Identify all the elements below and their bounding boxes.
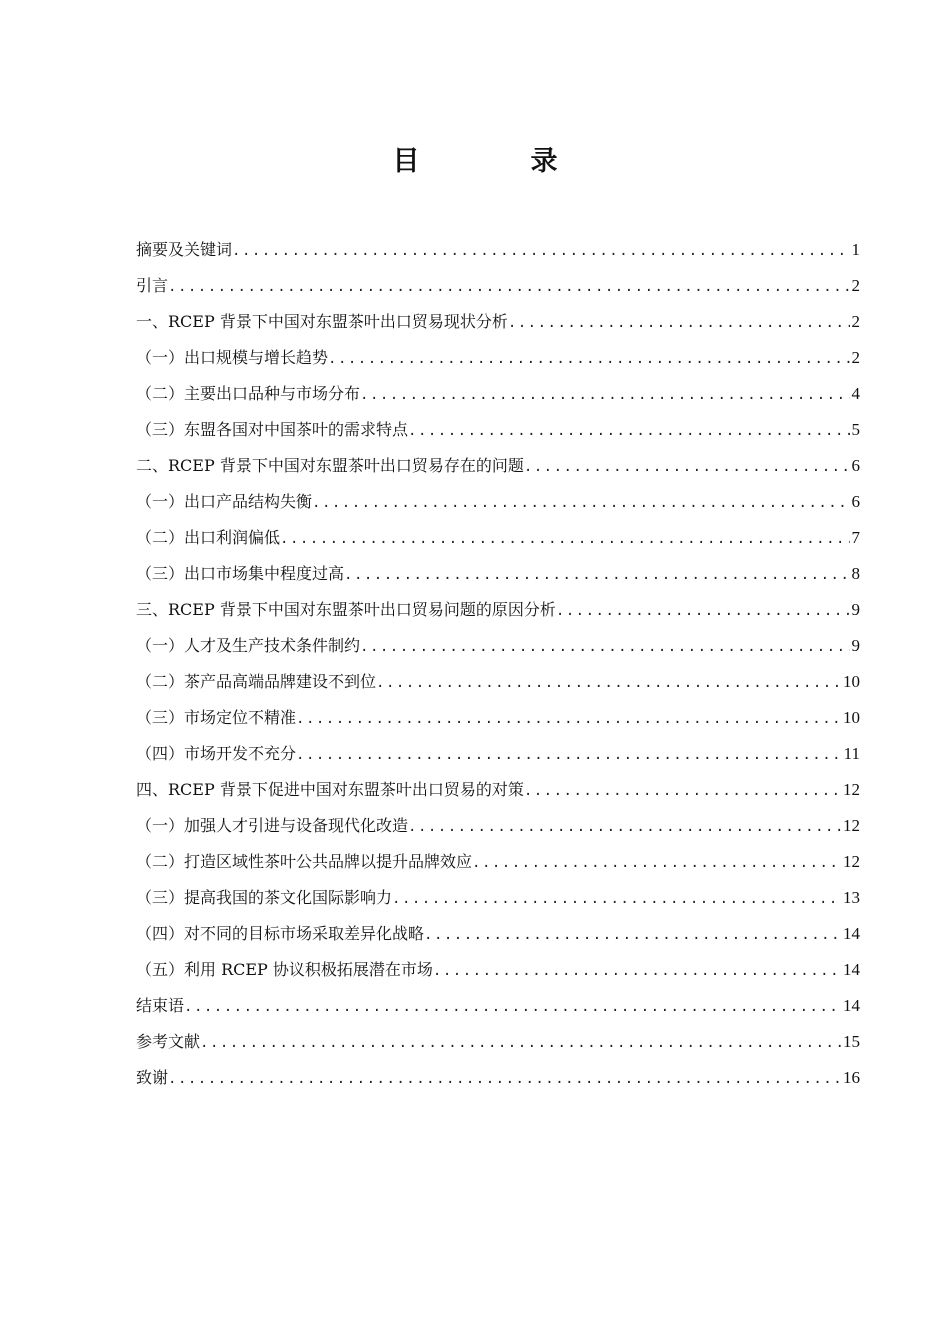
toc-entry-label: （五）利用 RCEP 协议积极拓展潜在市场 [136, 960, 433, 979]
toc-entry-page: 8 [851, 564, 860, 583]
dot-leader [433, 953, 841, 989]
toc-entry-label: （三）东盟各国对中国茶叶的需求特点 [136, 420, 409, 439]
toc-entry-label: （二）茶产品高端品牌建设不到位 [136, 672, 377, 691]
toc-entry-label: 摘要及关键词 [136, 240, 233, 259]
toc-entry [136, 232, 860, 268]
dot-leader [508, 305, 850, 341]
toc-entry-page: 2 [851, 312, 860, 331]
toc-entry-page: 10 [843, 672, 860, 691]
toc-entry [136, 268, 860, 304]
page-title: 目 录 [392, 146, 600, 177]
toc-entry-page: 1 [851, 240, 860, 259]
dot-leader [168, 269, 849, 305]
dot-leader [556, 593, 850, 629]
toc-entry-label: （四）市场开发不充分 [136, 744, 297, 763]
dot-leader [524, 773, 841, 809]
dot-leader [296, 701, 841, 737]
toc-entry-page: 2 [851, 276, 860, 295]
dot-leader [524, 449, 850, 485]
toc-entry-page: 4 [851, 384, 860, 403]
toc-entry-page: 9 [851, 600, 860, 619]
table-of-contents [136, 232, 860, 1096]
toc-entry-label: （二）打造区域性茶叶公共品牌以提升品牌效应 [136, 852, 473, 871]
toc-entry-label: （一）人才及生产技术条件制约 [136, 636, 361, 655]
toc-entry [136, 772, 860, 808]
toc-entry [136, 1024, 860, 1060]
toc-entry [136, 628, 860, 664]
dot-leader [376, 665, 841, 701]
dot-leader [408, 413, 849, 449]
toc-entry-page: 6 [851, 456, 860, 475]
toc-entry-page: 12 [843, 852, 860, 871]
toc-entry-page: 2 [851, 348, 860, 367]
toc-entry-page: 7 [851, 528, 860, 547]
toc-entry [136, 880, 860, 916]
toc-entry [136, 736, 860, 772]
toc-entry-label: 引言 [136, 276, 169, 295]
toc-entry [136, 520, 860, 556]
dot-leader [296, 737, 842, 773]
toc-entry-page: 9 [851, 636, 860, 655]
toc-entry-label: 三、RCEP 背景下中国对东盟茶叶出口贸易问题的原因分析 [136, 600, 556, 619]
dot-leader [360, 377, 849, 413]
toc-entry-label: （一）加强人才引进与设备现代化改造 [136, 816, 409, 835]
toc-entry-page: 15 [843, 1032, 860, 1051]
toc-entry-page: 12 [843, 816, 860, 835]
toc-entry-page: 16 [843, 1068, 860, 1087]
toc-entry [136, 1060, 860, 1096]
toc-entry [136, 664, 860, 700]
dot-leader [168, 1061, 841, 1097]
toc-entry-page: 12 [843, 780, 860, 799]
toc-entry-label: （三）市场定位不精准 [136, 708, 297, 727]
toc-entry [136, 844, 860, 880]
dot-leader [344, 557, 849, 593]
toc-entry-label: 致谢 [136, 1068, 169, 1087]
toc-entry [136, 916, 860, 952]
toc-entry-label: （二）主要出口品种与市场分布 [136, 384, 361, 403]
dot-leader [360, 629, 849, 665]
toc-entry [136, 412, 860, 448]
dot-leader [472, 845, 841, 881]
toc-entry-label: （一）出口规模与增长趋势 [136, 348, 329, 367]
toc-entry [136, 808, 860, 844]
toc-entry-page: 10 [843, 708, 860, 727]
toc-entry [136, 592, 860, 628]
toc-entry-page: 6 [851, 492, 860, 511]
toc-entry-label: 参考文献 [136, 1032, 201, 1051]
toc-entry-label: （一）出口产品结构失衡 [136, 492, 313, 511]
toc-entry-label: 一、RCEP 背景下中国对东盟茶叶出口贸易现状分析 [136, 312, 508, 331]
dot-leader [424, 917, 841, 953]
toc-entry [136, 376, 860, 412]
toc-entry-page: 14 [843, 924, 860, 943]
toc-entry-page: 14 [843, 996, 860, 1015]
toc-entry-label: （三）提高我国的茶文化国际影响力 [136, 888, 393, 907]
toc-entry [136, 484, 860, 520]
toc-entry-page: 14 [843, 960, 860, 979]
dot-leader [184, 989, 841, 1025]
toc-entry-page: 13 [843, 888, 860, 907]
toc-entry-label: 结束语 [136, 996, 185, 1015]
toc-entry [136, 340, 860, 376]
toc-entry-label: （四）对不同的目标市场采取差异化战略 [136, 924, 425, 943]
toc-entry [136, 556, 860, 592]
toc-entry-label: （三）出口市场集中程度过高 [136, 564, 345, 583]
toc-entry [136, 448, 860, 484]
dot-leader [200, 1025, 841, 1061]
toc-entry-page: 5 [851, 420, 860, 439]
toc-entry-label: 四、RCEP 背景下促进中国对东盟茶叶出口贸易的对策 [136, 780, 524, 799]
toc-entry-label: 二、RCEP 背景下中国对东盟茶叶出口贸易存在的问题 [136, 456, 524, 475]
dot-leader [312, 485, 849, 521]
toc-entry [136, 988, 860, 1024]
dot-leader [392, 881, 841, 917]
dot-leader [328, 341, 849, 377]
toc-entry-page: 11 [843, 744, 860, 763]
toc-entry [136, 952, 860, 988]
dot-leader [232, 233, 849, 269]
dot-leader [280, 521, 849, 557]
toc-entry-label: （二）出口利润偏低 [136, 528, 281, 547]
toc-entry [136, 304, 860, 340]
toc-entry [136, 700, 860, 736]
dot-leader [408, 809, 841, 845]
